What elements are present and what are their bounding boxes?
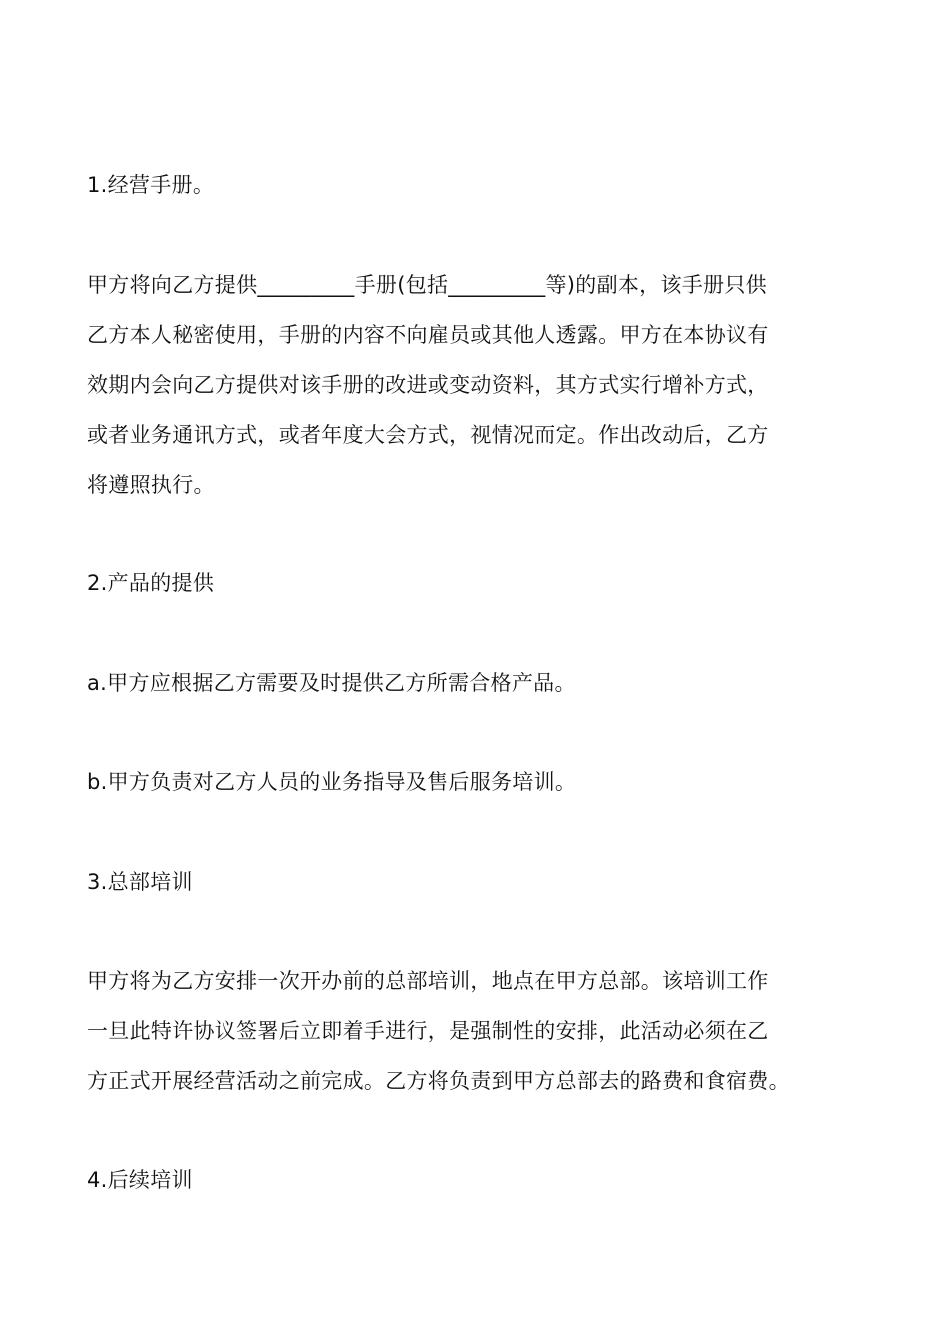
paragraph-line: 一旦此特许协议签署后立即着手进行，是强制性的安排，此活动必须在乙: [87, 1019, 769, 1043]
section-3-paragraph: [87, 956, 867, 1106]
section-1-heading: 1.经营手册。: [87, 173, 215, 197]
section-3-heading: 3.总部培训: [87, 870, 193, 894]
paragraph-line: 甲方将为乙方安排一次开办前的总部培训，地点在甲方总部。该培训工作: [87, 969, 769, 993]
section-1-paragraph: [87, 260, 867, 510]
section-2-heading: 2.产品的提供: [87, 571, 215, 595]
paragraph-line: 甲方将向乙方提供_________手册(包括_________等)的副本，该手册只供: [87, 273, 767, 297]
paragraph-line: 方正式开展经营活动之前完成。乙方将负责到甲方总部去的路费和食宿费。: [87, 1069, 790, 1093]
paragraph-line: 效期内会向乙方提供对该手册的改进或变动资料，其方式实行增补方式，: [87, 373, 769, 397]
section-4-heading: 4.后续培训: [87, 1168, 193, 1192]
section-2-item-b: b.甲方负责对乙方人员的业务指导及售后服务培训。: [87, 770, 577, 794]
section-2-item-a: a.甲方应根据乙方需要及时提供乙方所需合格产品。: [87, 671, 576, 695]
paragraph-line: 或者业务通讯方式，或者年度大会方式，视情况而定。作出改动后，乙方: [87, 423, 769, 447]
paragraph-line: 乙方本人秘密使用，手册的内容不向雇员或其他人透露。甲方在本协议有: [87, 323, 769, 347]
paragraph-line: 将遵照执行。: [87, 473, 215, 497]
